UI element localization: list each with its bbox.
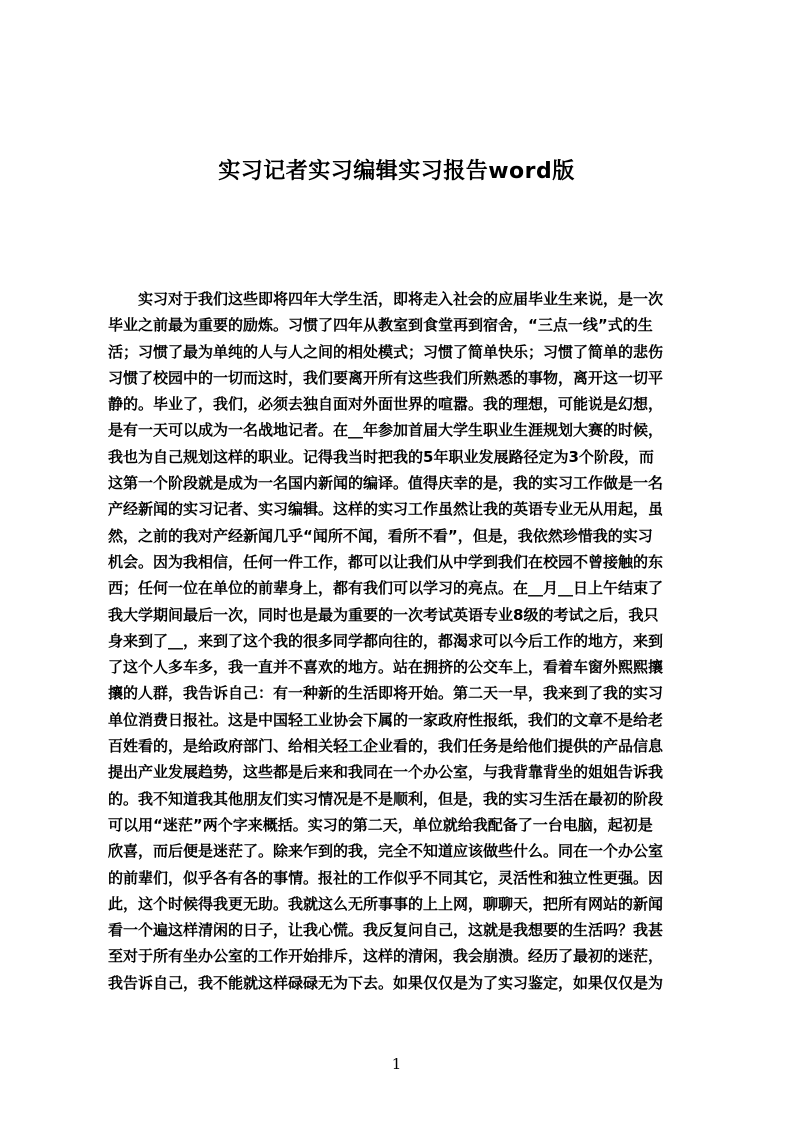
document-title: 实习记者实习编辑实习报告word版 — [218, 158, 575, 184]
page-number: 1 — [391, 1055, 402, 1073]
body-paragraph: 实习对于我们这些即将四年大学生活，即将走入社会的应届毕业生来说，是一次 毕业之前最为重要的励炼。习惯了四年从教室到食堂再到宿舍，“三点一线”式的生 活；习惯了最为单纯的人与人之间的相处模式；习惯了简单快乐；习惯了简单的悲伤 习惯了校园中的一切而这时，我们要离开所有这些我们所熟悉的事物，离开这一切平 静的。毕业了，我们，必须去独自面对外面世界的喧嚣。我的理想，可能说是幻想， 是有一天可以成为一名战地记者。在__年参加首届大学生职业生涯规划大赛的时候， 我也为自己规划这样的职业。记得我当时把我的5年职业发展路径定为3个阶段，而 这第一个阶段就是成为一名国内新闻的编译。值得庆幸的是，我的实习工作做是一名 产经新闻的实习记者、实习编辑。这样的实习工作虽然让我的英语专业无从用起，虽 然，之前的我对产经新闻几乎“闻所不闻，看所不看”，但是，我依然珍惜我的实习 机会。因为我相信，任何一件工作，都可以让我们从中学到我们在校园不曾接触的东 西；任何一位在单位的前辈身上，都有我们可以学习的亮点。在__月__日上午结束了 我大学期间最后一次，同时也是最为重要的一次考试英语专业8级的考试之后，我只 身来到了__，来到了这个我的很多同学都向往的，都渴求可以今后工作的地方，来到 了这个人多车多，我一直并不喜欢的地方。站在拥挤的公交车上，看着车窗外熙熙攘 攘的人群，我告诉自己：有一种新的生活即将开始。第二天一早，我来到了我的实习 单位消费日报社。这是中国轻工业协会下属的一家政府性报纸，我们的文章不是给老 百姓看的，是给政府部门、给相关轻工企业看的，我们任务是给他们提供的产品信息 提出产业发展趋势，这些都是后来和我同在一个办公室，与我背靠背坐的姐姐告诉我 的。我不知道我其他朋友们实习情况是不是顺利，但是，我的实习生活在最初的阶段 可以用“迷茫”两个字来概括。实习的第二天，单位就给我配备了一台电脑，起初是 欣喜，而后便是迷茫了。除来乍到的我，完全不知道应该做些什么。同在一个办公室 的前辈们，似乎各有各的事情。报社的工作似乎不同其它，灵活性和独立性更强。因 此，这个时候得我更无助。我就这么无所事事的上上网，聊聊天，把所有网站的新闻 看一个遍这样清闲的日子，让我心慌。我反复问自己，这就是我想要的生活吗？我甚 至对于所有坐办公室的工作开始排斥，这样的清闲，我会崩溃。经历了最初的迷茫， 我告诉自己，我不能就这样碌碌无为下去。如果仅仅是为了实习鉴定，如果仅仅是为 — [108, 290, 664, 992]
